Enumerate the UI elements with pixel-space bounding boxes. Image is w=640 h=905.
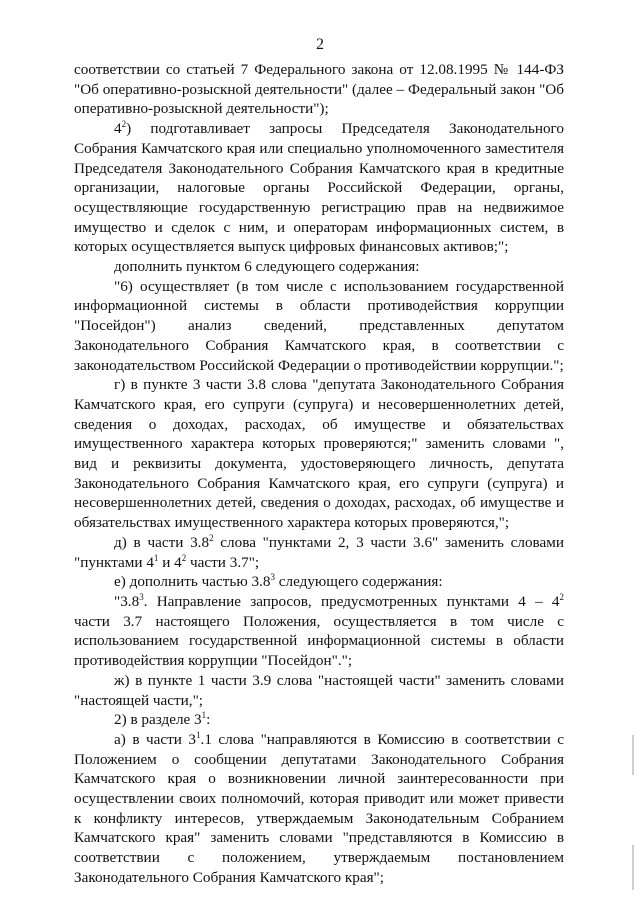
paragraph-text: дополнить пунктом 6 следующего содержания: [114,258,420,276]
paragraph-text: соответствии со статьей 7 Федерального закона от 12.08.1995 № 144-ФЗ "Об оперативно-розыскной деятельности" (далее – Федеральный закон "Об оперативно-розыскной деятельности"); [74,61,564,118]
document-body [74,60,564,888]
paragraph-text: д) в части 3.8 [114,533,210,551]
paragraph-text: части 3.7"; [186,553,260,571]
paragraph-e [74,572,564,592]
superscript: 3 [270,572,275,583]
paragraph-3-8-3 [74,592,564,671]
superscript: 2 [559,591,564,602]
paragraph-text: "3.8 [114,592,140,610]
paragraph-d [74,533,564,572]
paragraph-a [74,730,564,888]
superscript: 3 [139,591,144,602]
paragraph-text: .1 слова "направляются в Комиссию в соответствии с Положением о сообщении депутатами Законодательного Собрания Камчатского края о возникновении личной заинтересованности при осуществлении своих полномочий, которая приводит или может привести к конфликту интересов, утверждаемым Законодательным Собранием Камчатского края" заменить словами "представляются в Комиссию в соответствии с положением, утверждаемым постановлением Законодательного Собрания Камчатского края"; [74,730,564,886]
scan-edge-mark [632,845,634,890]
paragraph-text: ) подготавливает запросы Председателя Законодательного Собрания Камчатского края или специально уполномоченного заместителя Председателя Законодательного Собрания Камчатского края в кредитные организации, налоговые органы Российской Федерации, органы, осуществляющие государственную регистрацию прав на недвижимое имущество и сделок с ним, и операторам информационных систем, в которых осуществляется выпуск цифровых финансовых активов;"; [74,120,564,256]
paragraph-text: ж) в пункте 1 части 3.9 слова "настоящей части" заменить словами "настоящей части,"; [74,671,564,709]
superscript: 1 [196,729,201,740]
paragraph-text: е) дополнить частью 3.8 [114,573,271,591]
paragraph-zh [74,671,564,710]
superscript: 1 [153,552,159,563]
superscript: 1 [201,710,207,721]
item-number: 4 [114,120,122,138]
scan-edge-mark [632,735,634,775]
paragraph-item-4-2 [74,119,564,257]
paragraph-g [74,375,564,533]
paragraph-text: слова "пунктами 2, 3 части 3.6" заменить словами "пунктами 4 [74,533,564,571]
paragraph-text: части 3.7 настоящего Положения, осуществляется в том числе с использованием государственной информационной системы в области противодействия коррупции "Посейдон"."; [74,612,564,670]
paragraph-text: а) в части 3 [114,730,197,748]
paragraph-continuation [74,60,564,119]
superscript: 2 [181,552,187,563]
paragraph-text: 2) в разделе 3 [114,711,202,729]
paragraph-section-3-1 [74,710,564,730]
paragraph-text: : [206,711,211,729]
superscript: 2 [121,119,127,130]
paragraph-point-6 [74,277,564,376]
paragraph-text: следующего содержания: [274,573,443,591]
page-number: 2 [316,36,324,53]
paragraph-add-point-6 [74,257,564,277]
paragraph-text: . Направление запросов, предусмотренных пунктами 4 – 4 [143,592,560,610]
superscript: 2 [209,532,214,543]
paragraph-text: г) в пункте 3 части 3.8 слова "депутата Законодательного Собрания Камчатского края, его супруги (супруга) и несовершеннолетних детей, сведения о доходах, расходах, об имуществе и обязательствах имущественного характера которых проверяются;" заменить словами ", вид и реквизиты документа, удостоверяющего личность, депутата Законодательного Собрания Камчатского края, его супруги (супруга) и несовершеннолетних детей, сведения о доходах, расходах, об имуществе и обязательствах имущественного характера которых проверяются,"; [74,376,564,532]
paragraph-text: "6) осуществляет (в том числе с использованием государственной информационной системы в области противодействия коррупции "Посейдон") анализ сведений, представленных депутатом Законодательного Собрания Камчатского края, в соответствии с законодательством Российской Федерации о противодействии коррупции."; [74,277,564,374]
paragraph-text: и 4 [158,553,182,571]
